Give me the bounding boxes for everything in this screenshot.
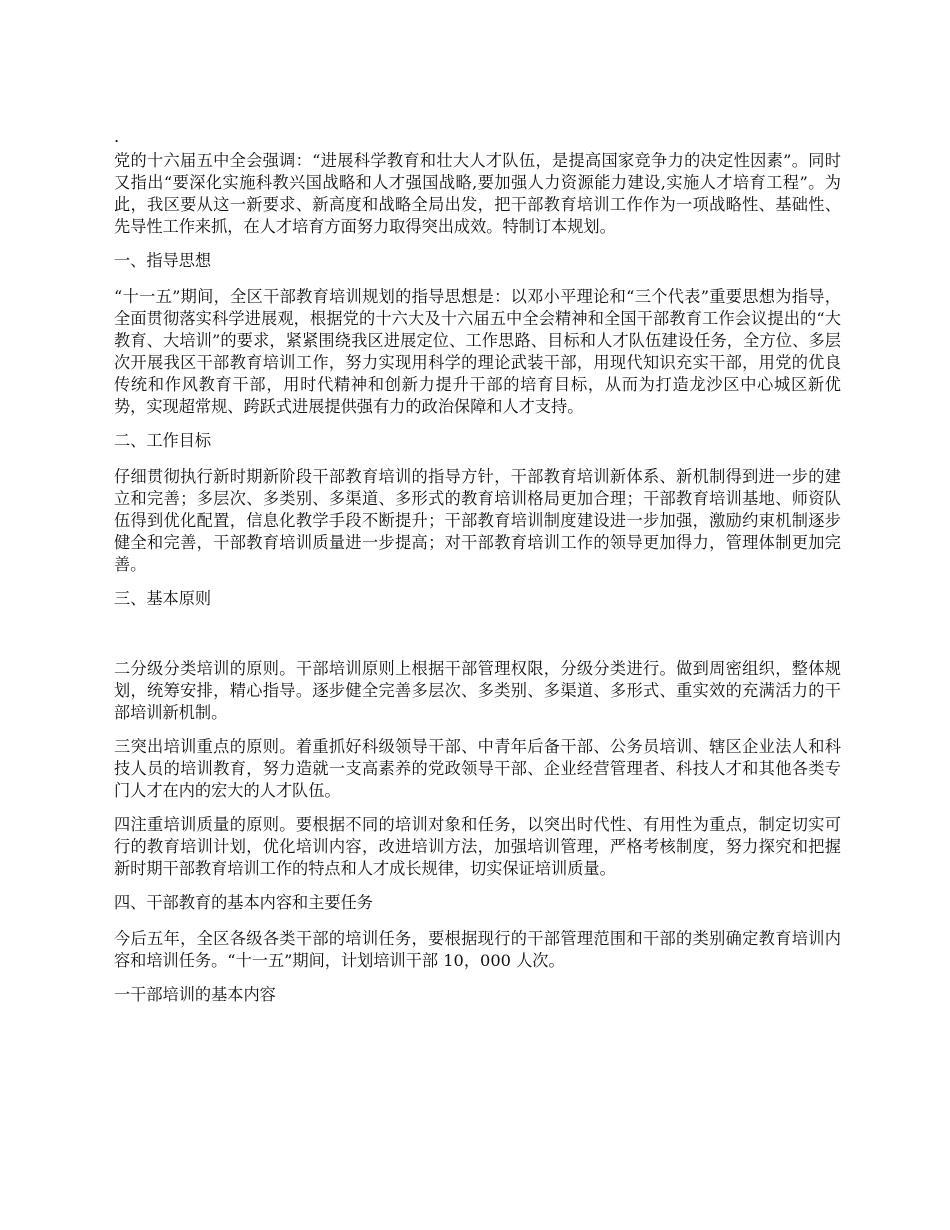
principle-paragraph-key-training: 三突出培训重点的原则。着重抓好科级领导干部、中青年后备干部、公务员培训、辖区企业法人和科技人员的培训教育，努力造就一支高素养的党政领导干部、企业经营管理者、科技人才和其他各类专门人才在内的宏大的人才队伍。 [114, 737, 841, 800]
guiding-ideology-paragraph: “十一五”期间，全区干部教育培训规划的指导思想是：以邓小平理论和“三个代表”重要思想为指导，全面贯彻落实科学进展观，根据党的十六大及十六届五中全会精神和全国干部教育工作会议提出的“大教育、大培训”的要求，紧紧围绕我区进展定位、工作思路、目标和人才队伍建设任务，全方位、多层次开展我区干部教育培训工作，努力实现用科学的理论武装干部，用现代知识充实干部，用党的优良传统和作风教育干部，用时代精神和创新力提升干部的培育目标，从而为打造龙沙区中心城区新优势，实现超常规、跨跃式进展提供强有力的政治保障和人才支持。 [114, 287, 841, 416]
principle-paragraph-graded-training: 二分级分类培训的原则。干部培训原则上根据干部管理权限，分级分类进行。做到周密组织，整体规划，统筹安排，精心指导。逐步健全完善多层次、多类别、多渠道、多形式、重实效的充满活力的干部培训新机制。 [114, 659, 841, 722]
content-tasks-paragraph: 今后五年，全区各级各类干部的培训任务，要根据现行的干部管理范围和干部的类别确定教育培训内容和培训任务。“十一五”期间，计划培训干部 10，000 人次。 [114, 929, 841, 970]
section-heading-work-goals: 二、工作目标 [114, 431, 212, 450]
intro-paragraph: 党的十六届五中全会强调：“进展科学教育和壮大人才队伍，是提高国家竞争力的决定性因素”。同时又指出“要深化实施科教兴国战略和人才强国战略,要加强人力资源能力建设,实施人才培育工程”。为此，我区要从这一新要求、新高度和战略全局出发，把干部教育培训工作作为一项战略性、基础性、先导性工作来抓，在人才培育方面努力取得突出成效。特制订本规划。 [114, 151, 841, 236]
section-heading-guiding-ideology: 一、指导思想 [114, 251, 212, 270]
lead-mark: . [114, 127, 120, 146]
principle-paragraph-training-quality: 四注重培训质量的原则。要根据不同的培训对象和任务，以突出时代性、有用性为重点，制定切实可行的教育培训计划，优化培训内容，改进培训方法，加强培训管理，严格考核制度，努力探究和把握新时期干部教育培训工作的特点和人才成长规律，切实保证培训质量。 [114, 815, 841, 878]
work-goals-paragraph: 仔细贯彻执行新时期新阶段干部教育培训的指导方针，干部教育培训新体系、新机制得到进一步的建立和完善；多层次、多类别、多渠道、多形式的教育培训格局更加合理；干部教育培训基地、师资队伍得到优化配置，信息化教学手段不断提升；干部教育培训制度建设进一步加强，激励约束机制逐步健全和完善，干部教育培训质量进一步提高；对干部教育培训工作的领导更加得力，管理体制更加完善。 [114, 467, 841, 574]
blank-gap [114, 624, 841, 658]
section-heading-content-and-tasks: 四、干部教育的基本内容和主要任务 [114, 893, 373, 912]
subheading-basic-content: 一干部培训的基本内容 [114, 985, 276, 1004]
document-page [114, 127, 841, 1018]
section-heading-basic-principles: 三、基本原则 [114, 589, 212, 608]
